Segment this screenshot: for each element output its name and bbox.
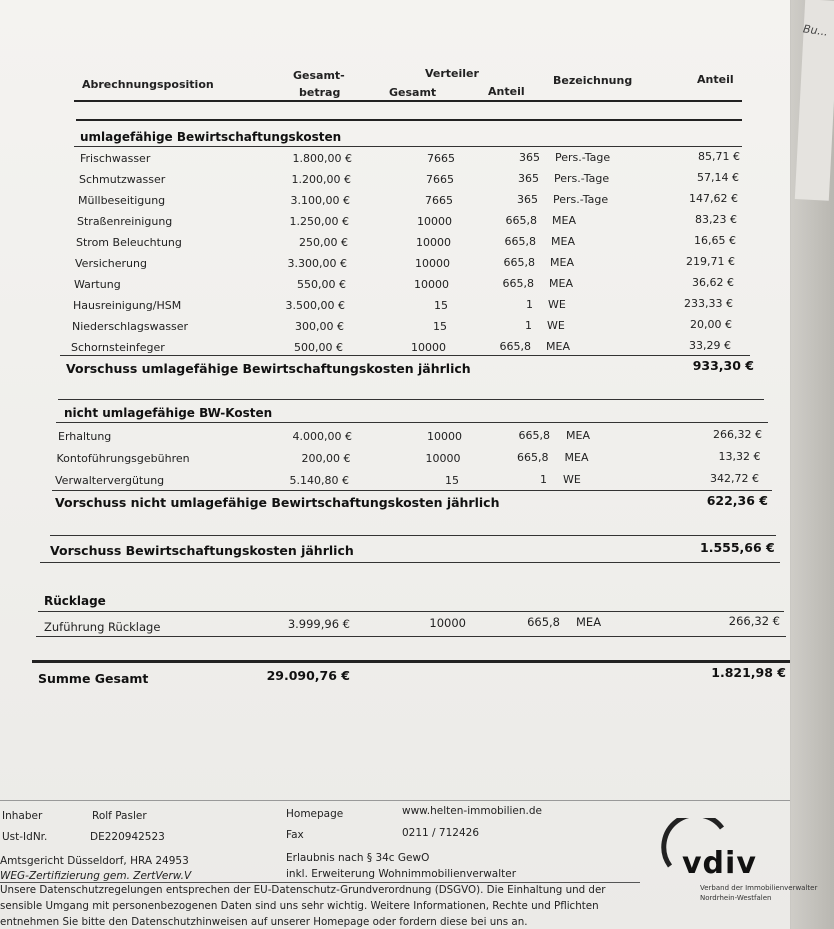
sum-umlagefaehig-label: Vorschuss umlagefähige Bewirtschaftungskosten jährlich (66, 361, 471, 376)
footer-ust-label: Ust-IdNr. (2, 831, 48, 843)
sum-nicht-umlagefaehig-label: Vorschuss nicht umlagefähige Bewirtschaftungskosten jährlich (55, 495, 500, 510)
ruecklage-row-betrag: 3.999,96 € (287, 617, 350, 631)
vdiv-logo-sub1: Verband der Immobilienverwalter (700, 884, 818, 892)
row-wert: 233,33 € (684, 297, 733, 310)
row-bez: MEA (564, 451, 589, 464)
row-gesamt: 10000 (416, 236, 451, 249)
row-bez: MEA (551, 235, 575, 248)
row-bez: MEA (566, 429, 590, 442)
footer-datenschutz-3: entnehmen Sie bitte den Datenschutzhinweisen auf unserer Homepage oder fordern diese bei uns an. (0, 916, 528, 928)
footer-erlaubnis: Erlaubnis nach § 34c GewO (286, 852, 430, 864)
row-bez: WE (547, 319, 565, 332)
row-anteil: 1 (526, 298, 533, 311)
row-anteil: 1 (540, 473, 547, 486)
row-betrag: 3.100,00 € (290, 194, 350, 207)
row-betrag: 1.200,00 € (291, 173, 351, 186)
row-gesamt: 15 (445, 474, 459, 487)
row-betrag: 3.300,00 € (287, 257, 347, 270)
ruecklage-title: Rücklage (44, 594, 106, 608)
row-anteil: 665,8 (503, 256, 535, 269)
row-name: Erhaltung (58, 430, 112, 443)
row-gesamt: 10000 (411, 341, 446, 354)
header-rule (74, 100, 742, 102)
section-rule (36, 636, 786, 637)
row-wert: 16,65 € (694, 234, 736, 247)
footer-inhaber-label: Inhaber (2, 810, 43, 822)
row-name: Niederschlagswasser (72, 320, 189, 333)
footer-ust-value: DE220942523 (90, 831, 165, 843)
footer-homepage-label: Homepage (286, 808, 344, 820)
row-name: Straßenreinigung (77, 215, 173, 228)
total-bw-value: 1.555,66 € (700, 540, 775, 555)
section-rule (40, 562, 780, 563)
row-betrag: 200,00 € (301, 452, 351, 465)
row-name: Hausreinigung/HSM (73, 299, 182, 312)
row-bez: MEA (546, 340, 570, 353)
row-gesamt: 7665 (426, 173, 454, 186)
row-wert: 57,14 € (697, 171, 739, 184)
ruecklage-row-wert: 266,32 € (728, 614, 780, 628)
row-betrag: 3.500,00 € (285, 299, 345, 312)
section-rule (52, 490, 772, 491)
footer-inhaber-value: Rolf Pasler (92, 810, 147, 822)
section-rule (50, 535, 776, 536)
row-bez: Pers.-Tage (553, 193, 609, 206)
row-betrag: 5.140,80 € (289, 474, 349, 487)
ruecklage-row-name: Zuführung Rücklage (44, 620, 161, 634)
footer-rule (0, 800, 790, 801)
row-gesamt: 10000 (414, 278, 449, 291)
ruecklage-row-bez: MEA (576, 615, 602, 629)
row-bez: MEA (549, 277, 573, 290)
row-name: Versicherung (75, 257, 147, 270)
footer-homepage-link[interactable]: www.helten-immobilien.de (402, 805, 542, 817)
section-rule (74, 146, 742, 147)
ruecklage-row-anteil: 665,8 (527, 615, 560, 629)
total-bw-label: Vorschuss Bewirtschaftungskosten jährlich (50, 543, 354, 558)
row-wert: 33,29 € (689, 339, 731, 352)
row-betrag: 4.000,00 € (292, 430, 352, 443)
row-gesamt: 10000 (415, 257, 450, 270)
vdiv-logo-sub2: Nordrhein-Westfalen (700, 894, 772, 902)
section-rule (38, 611, 784, 612)
row-bez: MEA (550, 256, 574, 269)
row-bez: WE (563, 473, 581, 486)
ruecklage-row-gesamt: 10000 (429, 616, 466, 630)
row-wert: 36,62 € (692, 276, 734, 289)
row-betrag: 300,00 € (295, 320, 344, 333)
sum-nicht-umlagefaehig-value: 622,36 € (706, 493, 768, 508)
header-gesamt-line2: betrag (299, 86, 341, 99)
summe-rule (32, 660, 790, 663)
row-gesamt: 10000 (427, 430, 462, 443)
section-umlagefaehig-title: umlagefähige Bewirtschaftungskosten (80, 130, 342, 144)
row-wert: 219,71 € (686, 255, 735, 268)
footer-datenschutz-1: Unsere Datenschutzregelungen entsprechen der EU-Datenschutz-Grundverordnung (DSGVO). Die Einhaltung und der (0, 884, 606, 896)
footer-rule (0, 882, 640, 883)
row-anteil: 665,8 (517, 451, 549, 464)
row-name: Schmutzwasser (79, 173, 166, 186)
row-name: Kontoführungsgebühren (56, 452, 190, 465)
row-anteil: 665,8 (502, 277, 534, 290)
row-betrag: 500,00 € (294, 341, 343, 354)
row-anteil: 1 (525, 319, 532, 332)
footer-datenschutz-2: sensible Umgang mit personenbezogenen Daten sind uns sehr wichtig. Weitere Informationen, Rechte und Pflichten (0, 900, 599, 912)
row-bez: MEA (552, 214, 576, 227)
row-gesamt: 15 (434, 299, 448, 312)
row-wert: 13,32 € (718, 450, 761, 463)
row-gesamt: 7665 (425, 194, 453, 207)
row-gesamt: 10000 (425, 452, 461, 465)
row-bez: Pers.-Tage (555, 151, 611, 164)
header-gesamt-line1: Gesamt- (293, 69, 345, 82)
sum-umlagefaehig-value: 933,30 € (692, 358, 754, 373)
row-wert: 266,32 € (713, 428, 762, 441)
summe-wert: 1.821,98 € (711, 665, 786, 680)
row-anteil: 365 (517, 193, 538, 206)
row-anteil: 665,8 (518, 429, 550, 442)
footer-erweiterung: inkl. Erweiterung Wohnimmobilienverwalter (286, 868, 517, 880)
row-gesamt: 7665 (427, 152, 455, 165)
section-rule (60, 355, 750, 356)
scrap-handwriting: Bu... (802, 22, 829, 39)
header-anteil: Anteil (697, 73, 734, 86)
row-name: Wartung (74, 278, 121, 291)
footer-fax-value: 0211 / 712426 (402, 827, 480, 839)
header-verteiler-anteil: Anteil (488, 85, 525, 98)
row-wert: 20,00 € (690, 318, 732, 331)
header-bezeichnung: Bezeichnung (553, 74, 633, 87)
footer-fax-label: Fax (286, 829, 304, 841)
row-gesamt: 10000 (417, 215, 452, 228)
row-betrag: 250,00 € (299, 236, 348, 249)
row-gesamt: 15 (433, 320, 447, 333)
row-anteil: 365 (519, 151, 540, 164)
summe-label: Summe Gesamt (38, 671, 149, 686)
row-betrag: 1.800,00 € (292, 152, 352, 165)
summe-betrag: 29.090,76 € (266, 668, 350, 683)
footer-gericht: Amtsgericht Düsseldorf, HRA 24953 (0, 855, 189, 867)
section-nicht-umlagefaehig-title: nicht umlagefähige BW-Kosten (64, 406, 273, 420)
row-name: Frischwasser (80, 152, 151, 165)
header-verteiler-gesamt: Gesamt (389, 86, 437, 99)
row-name: Strom Beleuchtung (76, 236, 182, 249)
row-wert: 342,72 € (710, 472, 759, 485)
row-betrag: 1.250,00 € (289, 215, 349, 228)
footer-weg: WEG-Zertifizierung gem. ZertVerw.V (0, 870, 192, 882)
row-name: Müllbeseitigung (78, 194, 166, 207)
row-anteil: 665,8 (499, 340, 531, 353)
row-name: Verwaltervergütung (55, 474, 165, 487)
row-wert: 85,71 € (698, 150, 740, 163)
row-anteil: 665,8 (505, 214, 537, 227)
section-rule (56, 422, 768, 423)
row-bez: Pers.-Tage (554, 172, 610, 185)
header-verteiler: Verteiler (425, 67, 479, 80)
vdiv-logo-text: vdiv (682, 846, 757, 881)
header-position: Abrechnungsposition (82, 78, 214, 91)
row-bez: WE (548, 298, 566, 311)
vdiv-logo (660, 818, 818, 908)
row-betrag: 550,00 € (297, 278, 346, 291)
row-anteil: 365 (518, 172, 539, 185)
header-rule-2 (76, 119, 742, 121)
row-wert: 147,62 € (689, 192, 738, 205)
row-anteil: 665,8 (504, 235, 536, 248)
row-wert: 83,23 € (695, 213, 737, 226)
row-name: Schornsteinfeger (71, 341, 165, 354)
section-rule (58, 399, 764, 400)
